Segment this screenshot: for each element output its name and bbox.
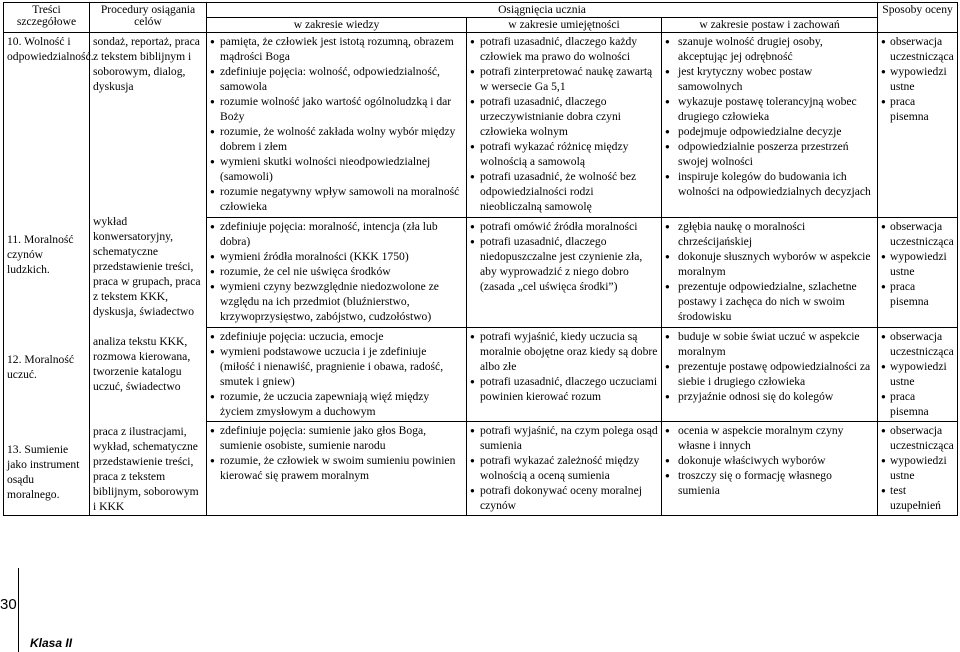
assessment-item: ● test uzupełnień (881, 483, 954, 513)
knowledge-item: ● rozumie negatywny wpływ samowoli na moralność człowieka (210, 184, 463, 214)
knowledge-item: ● rozumie wolność jako wartość ogólnoludzką i dar Boży (210, 94, 463, 124)
knowledge-item: ● wymieni źródła moralności (KKK 1750) (210, 249, 463, 264)
skills-cell (467, 218, 662, 327)
knowledge-item: ● rozumie, że wolność zakłada wolny wybór między dobrem i złem (210, 124, 463, 154)
skills-item: ● potrafi uzasadnić, dlaczego niedopuszczalne jest czynienie zła, aby wyprowadzić z niego dobro (zasada „cel uświęca środki”) (470, 234, 658, 294)
topic-11: 11. Moralność czynów ludzkich. (7, 233, 74, 276)
class-label: Klasa II (30, 636, 73, 650)
skills-item: ● potrafi dokonywać oceny moralnej czynów (470, 483, 658, 513)
knowledge-item: ● zdefiniuje pojęcia: moralność, intencja (zła lub dobra) (210, 219, 463, 249)
knowledge-cell (207, 421, 467, 515)
attitudes-cell (662, 421, 878, 515)
assessment-item: ● wypowiedzi ustne (881, 249, 954, 279)
attitudes-item: ● zgłębia naukę o moralności chrześcijańskiej (665, 219, 874, 249)
skills-item: ● potrafi wykazać zależność między wolnością a oceną sumienia (470, 453, 658, 483)
assessment-cell (878, 421, 958, 515)
knowledge-item: ● zdefiniuje pojęcia: uczucia, emocje (210, 329, 463, 344)
attitudes-item: ● dokonuje właściwych wyborów (665, 453, 874, 468)
assessment-item: ● obserwacja uczestnicząca (881, 34, 954, 64)
attitudes-item: ● prezentuje postawę odpowiedzialności za siebie i drugiego człowieka (665, 359, 874, 389)
header-wiedza: w zakresie wiedzy (207, 18, 467, 33)
attitudes-item: ● prezentuje odpowiedzialne, szlachetne postawy i zachęca do nich w swoim środowisku (665, 279, 874, 324)
topic-10: 10. Wolność i odpowiedzialność. (7, 35, 94, 63)
knowledge-item: ● wymieni skutki wolności nieodpowiedzialnej (samowoli) (210, 154, 463, 184)
attitudes-item: ● odpowiedzialnie poszerza przestrzeń swojej wolności (665, 139, 874, 169)
knowledge-cell (207, 33, 467, 218)
knowledge-item: ● rozumie, że uczucia zapewniają więź między życiem zmysłowym a duchowym (210, 389, 463, 419)
skills-item: ● potrafi wykazać różnicę między wolnością a samowolą (470, 139, 658, 169)
skills-cell (467, 327, 662, 421)
attitudes-item: ● troszczy się o formację własnego sumienia (665, 468, 874, 498)
skills-item: ● potrafi zinterpretować naukę zawartą w wersecie Ga 5,1 (470, 64, 658, 94)
table-row (4, 33, 958, 218)
attitudes-item: ● ocenia w aspekcie moralnym czyny własne i innych (665, 423, 874, 453)
procedures-11: wykład konwersatoryjny, schematyczne przedstawienie treści, praca w grupach, praca z tekstem KKK, dyskusja, świadectwo (93, 215, 201, 318)
topics-cell (4, 33, 94, 516)
header-procedury: Procedury osiągania celów (90, 3, 207, 33)
margin-rule (18, 568, 19, 652)
topic-12: 12. Moralność uczuć. (7, 353, 74, 381)
skills-cell (467, 33, 662, 218)
knowledge-item: ● zdefiniuje pojęcia: sumienie jako głos Boga, sumienie osobiste, sumienie narodu (210, 423, 463, 453)
knowledge-item: ● pamięta, że człowiek jest istotą rozumną, obrazem mądrości Boga (210, 34, 463, 64)
procedures-12: analiza tekstu KKK, rozmowa kierowana, tworzenie katalogu uczuć, świadectwo (93, 335, 191, 393)
assessment-item: ● praca pisemna (881, 94, 954, 124)
attitudes-item: ● inspiruje kolegów do budowania ich wolności na odpowiedzialnych decyzjach (665, 169, 874, 199)
attitudes-cell (662, 327, 878, 421)
skills-item: ● potrafi uzasadnić, że wolność bez odpowiedzialności rodzi nieobliczalną samowolę (470, 169, 658, 214)
procedures-13: praca z ilustracjami, wykład, schematyczne przedstawienie treści, praca z tekstem biblijnym, soborowym i KKK (93, 425, 199, 513)
header-postawy: w zakresie postaw i zachowań (662, 18, 878, 33)
skills-item: ● potrafi omówić źródła moralności (470, 219, 658, 234)
assessment-item: ● obserwacja uczestnicząca (881, 423, 954, 453)
attitudes-item: ● jest krytyczny wobec postaw samowolnych (665, 64, 874, 94)
assessment-item: ● praca pisemna (881, 279, 954, 309)
header-sposoby: Sposoby oceny (878, 3, 958, 33)
attitudes-item: ● wykazuje postawę tolerancyjną wobec drugiego człowieka (665, 94, 874, 124)
skills-cell (467, 421, 662, 515)
attitudes-item: ● przyjaźnie odnosi się do kolegów (665, 389, 874, 404)
knowledge-item: ● rozumie, że cel nie uświęca środków (210, 264, 463, 279)
knowledge-cell (207, 218, 467, 327)
knowledge-item: ● wymieni podstawowe uczucia i je zdefiniuje (miłość i nienawiść, pragnienie i obawa, radość, smutek i gniew) (210, 344, 463, 389)
procedures-cell (90, 33, 207, 516)
attitudes-item: ● dokonuje słusznych wyborów w aspekcie moralnym (665, 249, 874, 279)
attitudes-item: ● podejmuje odpowiedzialne decyzje (665, 124, 874, 139)
skills-item: ● potrafi uzasadnić, dlaczego uczuciami powinien kierować rozum (470, 374, 658, 404)
assessment-item: ● wypowiedzi ustne (881, 453, 954, 483)
knowledge-item: ● rozumie, że człowiek w swoim sumieniu powinien kierować się prawem moralnym (210, 453, 463, 483)
skills-item: ● potrafi wyjaśnić, na czym polega osąd sumienia (470, 423, 658, 453)
assessment-item: ● obserwacja uczestnicząca (881, 219, 954, 249)
assessment-cell (878, 33, 958, 218)
topic-13: 13. Sumienie jako instrument osądu moralnego. (7, 443, 80, 501)
assessment-item: ● praca pisemna (881, 389, 954, 419)
header-tresci: Treści szczegółowe (4, 3, 90, 33)
assessment-item: ● wypowiedzi ustne (881, 359, 954, 389)
knowledge-item: ● zdefiniuje pojęcia: wolność, odpowiedzialność, samowola (210, 64, 463, 94)
attitudes-cell (662, 33, 878, 218)
attitudes-item: ● buduje w sobie świat uczuć w aspekcie moralnym (665, 329, 874, 359)
knowledge-cell (207, 327, 467, 421)
assessment-item: ● obserwacja uczestnicząca (881, 329, 954, 359)
knowledge-item: ● wymieni czyny bezwzględnie niedozwolone ze względu na ich przedmiot (bluźnierstwo, krzywoprzysięstwo, zabójstwo, cudzołóstwo) (210, 279, 463, 324)
skills-item: ● potrafi uzasadnić, dlaczego urzeczywistnianie dobra czyni człowieka wolnym (470, 94, 658, 139)
curriculum-table (3, 2, 958, 516)
page-number: 30 (0, 596, 17, 613)
skills-item: ● potrafi wyjaśnić, kiedy uczucia są moralnie obojętne oraz kiedy są dobre albo złe (470, 329, 658, 374)
assessment-item: ● wypowiedzi ustne (881, 64, 954, 94)
assessment-cell (878, 218, 958, 327)
skills-item: ● potrafi uzasadnić, dlaczego każdy człowiek ma prawo do wolności (470, 34, 658, 64)
header-osiagniecia: Osiągnięcia ucznia (207, 3, 878, 18)
attitudes-item: ● szanuje wolność drugiej osoby, akceptując jej odrębność (665, 34, 874, 64)
procedures-10: sondaż, reportaż, praca z tekstem biblijnym i soborowym, dialog, dyskusja (93, 35, 200, 93)
header-umiejetnosci: w zakresie umiejętności (467, 18, 662, 33)
attitudes-cell (662, 218, 878, 327)
assessment-cell (878, 327, 958, 421)
